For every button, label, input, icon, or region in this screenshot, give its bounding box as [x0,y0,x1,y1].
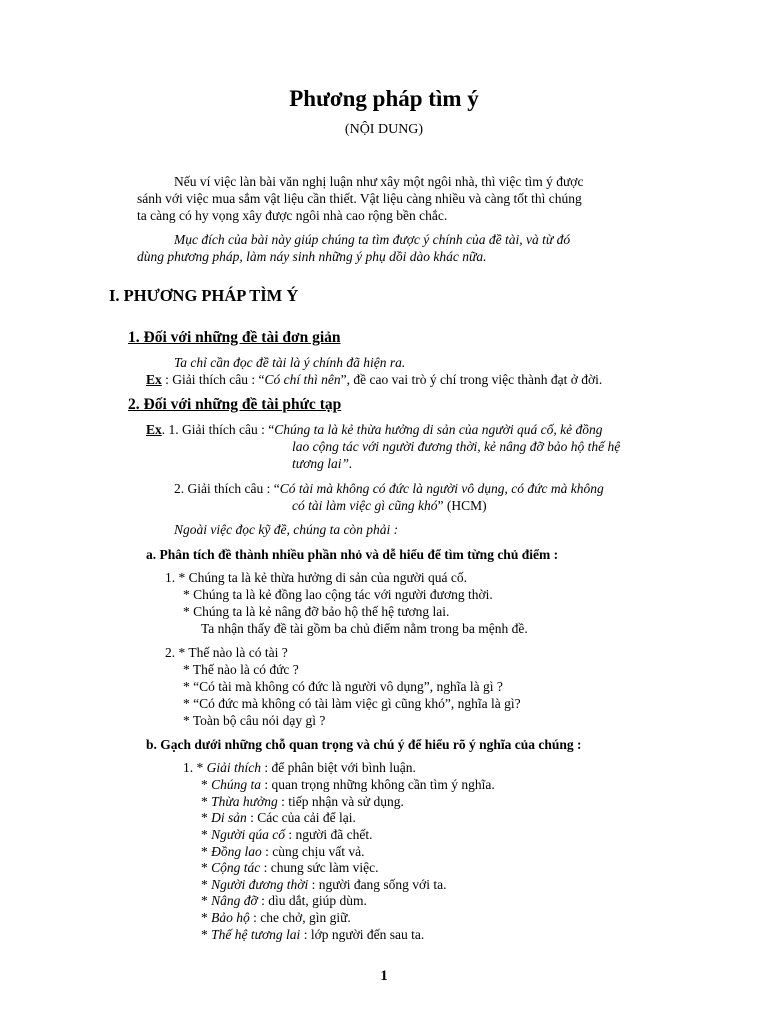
glossary-term: Di sản [211,810,247,825]
intro-line: sánh với việc mua sắm vật liệu cần thiết. Vật liệu càng nhiều và càng tốt thì chúng [137,191,582,206]
glossary-item: * Người qúa cố : người đã chết. [201,827,373,842]
list-item: * Chúng ta là kẻ nâng đỡ bảo hộ thế hệ tương lai. [183,604,450,619]
glossary-term: Thừa hưởng [211,794,278,809]
sub2-example-2: 2. Giải thích câu : “Có tài mà không có đức là người vô dụng, có đức mà không [174,481,604,496]
sub1-note: Ta chỉ cần đọc đề tài là ý chính đã hiện ra. [174,355,406,370]
subsection-heading-2: 2. Đối với những đề tài phức tạp [128,396,342,413]
glossary-item: * Chúng ta : quan trọng những không cần tìm ý nghĩa. [201,777,495,792]
part-a-heading: a. Phân tích đề thành nhiều phần nhỏ và dễ hiểu để tìm từng chủ điểm : [146,547,559,562]
glossary-item: * Người đương thời : người đang sống với ta. [201,877,447,892]
ex-label: Ex [146,422,162,437]
glossary-term: Bảo hộ [211,910,250,925]
glossary-term: Giải thích [206,760,261,775]
list-item: * “Có đức mà không có tài làm việc gì cũng khó”, nghĩa là gì? [183,696,521,711]
part-b-heading: b. Gạch dưới những chỗ quan trọng và chú ý để hiểu rõ ý nghĩa của chúng : [146,737,582,752]
glossary-item: * Bảo hộ : che chở, gìn giữ. [201,910,351,925]
list-item: * Toàn bộ câu nói dạy gì ? [183,713,326,728]
list-item: 1. * Chúng ta là kẻ thừa hưởng di sản của người quá cố. [165,570,468,585]
page-number: 1 [380,968,388,984]
quote: Chúng ta là kẻ thừa hưởng di sản của người quá cố, kẻ đồng [274,422,603,437]
intro-italic-line: dùng phương pháp, làm náy sinh những ý phụ dồi dào khác nữa. [137,249,487,264]
glossary-term: Cộng tác [211,860,261,875]
glossary-term: Chúng ta [211,777,262,792]
glossary-item: * Đồng lao : cùng chịu vất vả. [201,844,365,859]
page-subtitle: (NỘI DUNG) [344,122,424,137]
glossary-item: * Thế hệ tương lai : lớp người đến sau ta. [201,927,425,942]
glossary-item: * Cộng tác : chung sức làm việc. [201,860,379,875]
quote: Có chí thì nên [264,372,341,387]
intro-line: Nếu ví việc làn bài văn nghị luận như xây một ngôi nhà, thì việc tìm ý được [174,174,584,189]
glossary-item: * Di sản : Các của cải để lại. [201,810,356,825]
list-item: 2. * Thế nào là có tài ? [165,645,288,660]
glossary-item: * Nâng đỡ : dìu dắt, giúp dùm. [201,893,367,908]
glossary-item: * Thừa hưởng : tiếp nhận và sử dụng. [201,794,404,809]
subsection-heading-1: 1. Đối với những đề tài đơn giản [128,329,341,346]
quote: Có tài mà không có đức là người vô dụng, có đức mà không [279,481,604,496]
list-item: * “Có tài mà không có đức là người vô dụng”, nghĩa là gì ? [183,679,503,694]
quote-line: có tài làm việc gì cũng khó” (HCM) [292,498,487,513]
glossary-term: Người đương thời [211,877,309,892]
ex-label: Ex [146,372,162,387]
intro-italic-line: Mục đích của bài này giúp chúng ta tìm được ý chính của đề tài, và từ đó [174,232,571,247]
part-a-conclusion: Ta nhận thấy đề tài gồm ba chủ điểm nằm trong ba mệnh đề. [201,621,528,636]
glossary-term: Người qúa cố [211,827,285,842]
list-item: * Thế nào là có đức ? [183,662,299,677]
sub1-example: Ex : Giải thích câu : “Có chí thì nên”, đề cao vai trò ý chí trong việc thành đạt ở đời. [146,372,603,387]
sub2-example-1: Ex. 1. Giải thích câu : “Chúng ta là kẻ thừa hưởng di sản của người quá cố, kẻ đồng [146,422,603,437]
page-title: Phương pháp tìm ý [289,86,479,111]
glossary-term: Đồng lao [211,844,262,859]
glossary-item: 1. * Giải thích : để phân biệt với bình luận. [183,760,416,775]
intro-line: ta càng có hy vọng xây được ngôi nhà cao rộng bền chắc. [137,208,448,223]
list-item: * Chúng ta là kẻ đồng lao cộng tác với người đương thời. [183,587,493,602]
glossary-term: Nâng đỡ [211,893,258,908]
sub2-note: Ngoài việc đọc kỹ đề, chúng ta còn phải : [174,522,399,537]
quote-line: lao cộng tác với người đương thời, kẻ nâng đỡ bảo hộ thế hệ [292,439,621,454]
quote-line: tương lai”. [292,456,353,471]
section-heading: I. PHƯƠNG PHÁP TÌM Ý [109,286,299,305]
glossary-term: Thế hệ tương lai [211,927,301,942]
